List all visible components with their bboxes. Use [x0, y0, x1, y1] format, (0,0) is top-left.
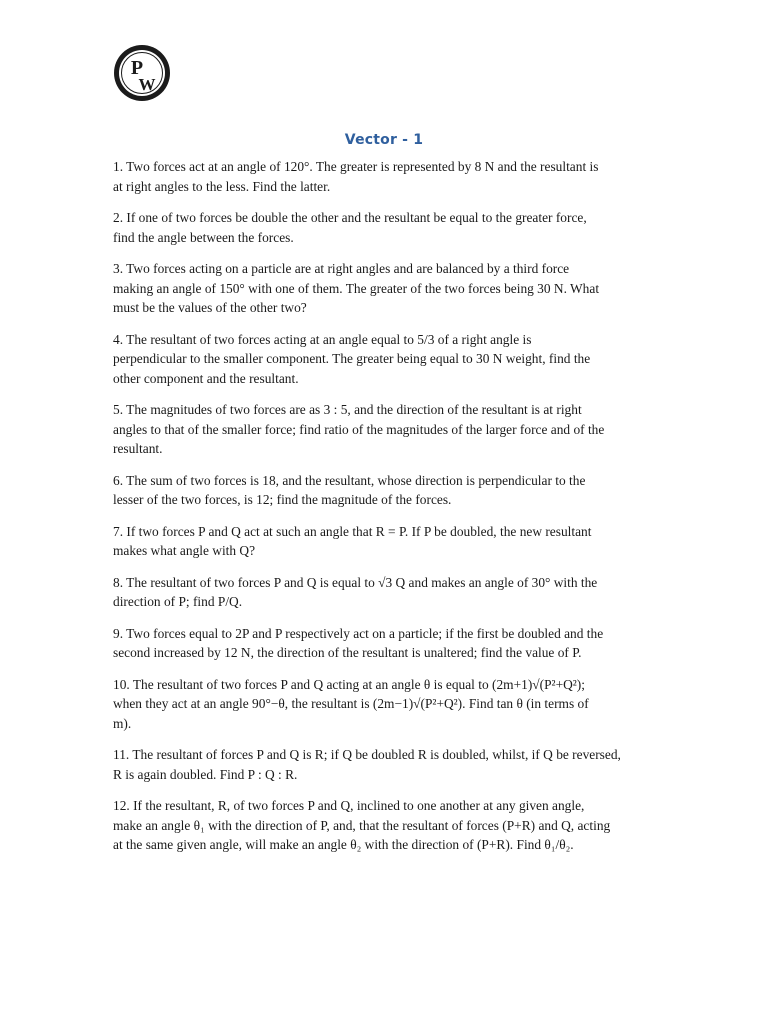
- logo-letter-w: W: [138, 75, 156, 94]
- question-5: 5. The magnitudes of two forces are as 3 : 5, and the direction of the resultant is at right angles to that of the smaller force; find ratio of the magnitudes of the larger force and of the resultant.: [113, 402, 605, 456]
- question-12: 12. If the resultant, R, of two forces P and Q, inclined to one another at any given angle, make an angle θ₁ with the direction of P, and, that the resultant of forces (P+R) and Q, acting at the same given angle, will make an angle θ₂ with the direction of (P+R). Find θ₁/θ₂.: [113, 798, 611, 852]
- question-4: 4. The resultant of two forces acting at an angle equal to 5/3 of a right angle is perpendicular to the smaller component. The greater being equal to 30 N weight, find the other component and the resultant.: [113, 331, 591, 386]
- logo-letter-p: P: [130, 57, 144, 79]
- question-1: 1. Two forces act at an angle of 120°. The greater is represented by 8 N and the resultant is at right angles to the less. Find the latter.: [113, 159, 599, 194]
- question-8: 8. The resultant of two forces P and Q is equal to √3 Q and makes an angle of 30° with the direction of P; find P/Q.: [113, 574, 598, 609]
- page-title: Vector - 1: [344, 132, 424, 148]
- question-11: 11. The resultant of forces P and Q is R; if Q be doubled R is doubled, whilst, if Q be reversed, R is again doubled. Find P : Q : R.: [113, 747, 621, 782]
- question-10: 10. The resultant of two forces P and Q acting at an angle θ is equal to (2m+1)√(P²+Q²); when they act at an angle 90°−θ, the resultant is (2m−1)√(P²+Q²). Find tan θ (in terms of m).: [113, 676, 589, 731]
- question-7: 7. If two forces P and Q act at such an angle that R = P. If P be doubled, the new resultant makes what angle with Q?: [113, 523, 592, 558]
- pw-logo-icon: [113, 44, 171, 102]
- question-list: [113, 157, 661, 867]
- question-9: 9. Two forces equal to 2P and P respectively act on a particle; if the first be doubled and the second increased by 12 N, the direction of the resultant is unaltered; find the value of P.: [113, 625, 604, 660]
- pw-logo: [113, 44, 171, 102]
- question-6: 6. The sum of two forces is 18, and the resultant, whose direction is perpendicular to the lesser of the two forces, is 12; find the magnitude of the forces.: [113, 472, 586, 507]
- question-2: 2. If one of two forces be double the other and the resultant be equal to the greater force, find the angle between the forces.: [113, 210, 587, 245]
- question-3: 3. Two forces acting on a particle are at right angles and are balanced by a third force making an angle of 150° with one of them. The greater of the two forces being 30 N. What must be the values of the other two?: [113, 261, 600, 315]
